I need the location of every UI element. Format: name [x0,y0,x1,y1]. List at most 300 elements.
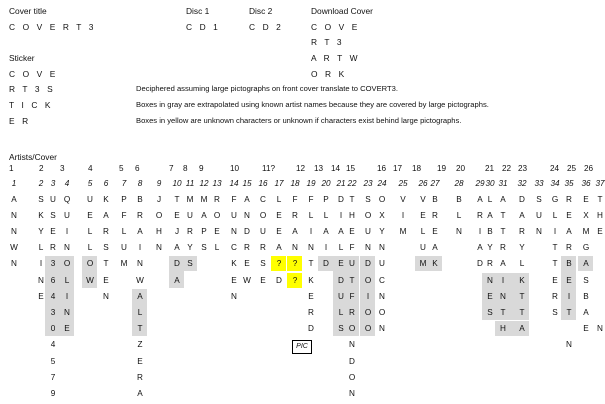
column-index: 5 [87,179,93,188]
letter-cell: E [276,211,282,220]
letter-cell: P [323,195,329,204]
letter-cell: W [86,276,94,285]
letter-cell: 0 [50,324,56,333]
letter-cell: N [379,324,385,333]
letter-cell: Y [487,243,493,252]
letter-cell: T [597,195,603,204]
letter-cell: N [11,259,17,268]
letter-cell: N [308,243,314,252]
letter-cell: A [323,227,329,236]
letter-cell: M [419,259,427,268]
letter-cell: E [260,276,266,285]
letter-cell: I [567,292,571,301]
column-index: 35 [564,179,574,188]
letter-cell: D [308,324,314,333]
letter-cell: M [200,195,208,204]
letter-cell: R [552,292,558,301]
letter-cell: X [583,211,589,220]
letter-cell: F [292,195,298,204]
note-deciphered: Deciphered assuming large pictographs on front cover translate to COVERT3. [136,84,398,93]
letter-cell: Y [38,227,44,236]
column-number: 15 [346,164,356,173]
letter-cell: I [39,259,43,268]
letter-cell: R [292,211,298,220]
letter-cell: I [553,227,557,236]
letter-cell: S [103,243,109,252]
column-number: 21 [485,164,495,173]
download-line-4: O R K [311,69,347,79]
letter-cell: N [456,227,462,236]
letter-cell: R [500,243,506,252]
column-index: 7 [121,179,127,188]
letter-cell: I [478,227,482,236]
letter-cell: S [583,276,589,285]
letter-cell: A [432,243,438,252]
letter-cell: F [121,211,127,220]
letter-cell: O [364,211,372,220]
column-number: 17 [393,164,403,173]
letter-cell: T [500,308,506,317]
column-number: 1 [9,164,14,173]
letter-cell: E [583,195,589,204]
letter-cell: M [399,227,407,236]
column-index: 34 [550,179,560,188]
column-number: 25 [567,164,577,173]
letter-cell: Y [187,243,193,252]
letter-cell: K [103,195,109,204]
letter-cell: E [308,292,314,301]
letter-cell: B [137,195,143,204]
letter-cell: ? [292,276,298,285]
artists-cover-label: Artists/Cover [9,152,57,162]
letter-cell: N [64,308,70,317]
column-index: 12 [199,179,209,188]
letter-cell: L [38,243,44,252]
letter-cell: N [11,211,17,220]
letter-cell: U [349,259,355,268]
column-index: 11 [185,179,195,188]
letter-cell: E [38,292,44,301]
letter-cell: A [477,243,483,252]
letter-cell: R [187,227,193,236]
letter-cell: R [214,195,220,204]
letter-cell: H [500,324,506,333]
letter-cell: K [308,276,314,285]
column-index: 10 [172,179,182,188]
cover-title-label: Cover title [9,6,47,16]
letter-cell: L [338,308,344,317]
letter-cell: D [519,195,525,204]
letter-cell: R [487,259,493,268]
letter-cell: L [214,243,220,252]
column-index: 24 [377,179,387,188]
letter-cell: R [349,308,355,317]
letter-cell: R [566,195,572,204]
letter-cell: T [519,308,525,317]
download-line-1: C O V E [311,22,360,32]
letter-cell: X [379,211,385,220]
letter-cell: E [214,227,220,236]
column-index: 20 [321,179,331,188]
letter-cell: L [338,243,344,252]
letter-cell: N [11,227,17,236]
letter-cell: K [231,259,237,268]
disc1-value: C D 1 [186,22,221,32]
column-index: 26 [418,179,428,188]
letter-cell: O [155,211,163,220]
letter-cell: D [174,259,180,268]
letter-cell: S [487,308,493,317]
letter-cell: N [137,259,143,268]
letter-cell: E [349,227,355,236]
letter-cell: R [260,243,266,252]
letter-cell: I [65,227,69,236]
letter-cell: A [11,195,17,204]
letter-cell: A [174,276,180,285]
letter-cell: 6 [50,276,56,285]
column-number: 14 [331,164,341,173]
letter-cell: T [552,243,558,252]
column-index: 13 [212,179,222,188]
letter-cell: L [87,227,93,236]
letter-cell: U [87,195,93,204]
column-index: 28 [454,179,464,188]
letter-cell: L [121,227,127,236]
letter-cell: R [103,227,109,236]
letter-cell: B [456,195,462,204]
column-number: 3 [60,164,65,173]
letter-cell: F [349,292,355,301]
letter-cell: D [276,276,282,285]
letter-cell: D [365,259,371,268]
letter-cell: E [338,259,344,268]
letter-cell: E [566,276,572,285]
letter-cell: A [566,227,572,236]
column-number: 16 [377,164,387,173]
letter-cell: W [243,276,251,285]
note-yellow-boxes: Boxes in yellow are unknown characters or unknown if characters exist behind large pictographs. [136,116,462,125]
letter-cell: R [137,373,143,382]
letter-cell: W [136,276,144,285]
column-number: 12 [296,164,306,173]
letter-cell: D [338,195,344,204]
column-index: 21 [336,179,346,188]
letter-cell: T [349,195,355,204]
disc2-label: Disc 2 [249,6,273,16]
column-index: 19 [306,179,316,188]
letter-cell: J [156,195,162,204]
letter-cell: U [365,227,371,236]
column-index: 8 [137,179,143,188]
letter-cell: 5 [50,357,56,366]
column-index: 25 [398,179,408,188]
letter-cell: I [401,211,405,220]
disc2-value: C D 2 [249,22,284,32]
letter-cell: E [244,259,250,268]
letter-cell: S [552,308,558,317]
column-index: 37 [595,179,605,188]
letter-cell: M [582,227,590,236]
letter-cell: H [156,227,162,236]
column-index: 2 [38,179,44,188]
letter-cell: W [10,243,18,252]
column-number: 11? [262,164,276,173]
letter-cell: E [50,227,56,236]
letter-cell: L [456,211,462,220]
letter-cell: A [338,227,344,236]
column-number: 7 [169,164,174,173]
letter-cell: S [201,243,207,252]
letter-cell: L [420,227,426,236]
letter-cell: B [487,227,493,236]
column-number: 2 [39,164,44,173]
letter-cell: A [500,195,506,204]
letter-cell: O [63,259,71,268]
letter-cell: I [366,292,370,301]
column-number: 20 [456,164,466,173]
letter-cell: F [231,195,237,204]
sticker-label: Sticker [9,53,35,63]
letter-cell: L [487,195,493,204]
letter-cell: I [324,243,328,252]
letter-cell: T [552,259,558,268]
letter-cell: L [552,211,558,220]
letter-cell: L [64,276,70,285]
column-number: 22 [502,164,512,173]
letter-cell: S [338,324,344,333]
letter-cell: T [349,276,355,285]
letter-cell: R [477,211,483,220]
letter-cell: ? [292,259,298,268]
letter-cell: B [432,195,438,204]
column-index: 4 [64,179,70,188]
letter-cell: A [477,195,483,204]
letter-cell: T [519,292,525,301]
letter-cell: E [566,211,572,220]
letter-cell: N [349,389,355,398]
letter-cell: A [519,211,525,220]
letter-cell: R [519,227,525,236]
letter-cell: N [500,292,506,301]
letter-cell: 9 [50,389,56,398]
letter-cell: E [487,292,493,301]
sticker-line-1: C O V E [9,69,58,79]
letter-cell: N [64,243,70,252]
letter-cell: M [186,195,194,204]
letter-cell: U [64,211,70,220]
letter-cell: G [551,195,559,204]
letter-cell: O [378,308,386,317]
letter-cell: 3 [50,308,56,317]
pic-box: PIC [292,340,312,354]
letter-cell: A [500,259,506,268]
letter-cell: T [103,259,109,268]
letter-cell: F [349,243,355,252]
letter-cell: B [566,259,572,268]
column-index: 30 [485,179,495,188]
letter-cell: U [420,243,426,252]
letter-cell: Q [63,195,71,204]
letter-cell: A [292,227,298,236]
letter-cell: T [500,227,506,236]
letter-cell: L [276,195,282,204]
letter-cell: D [323,259,329,268]
letter-cell: S [187,259,193,268]
letter-cell: A [137,389,143,398]
sticker-line-4: E R [9,116,31,126]
letter-cell: S [536,195,542,204]
letter-cell: 3 [50,259,56,268]
letter-cell: R [432,211,438,220]
letter-cell: N [379,243,385,252]
letter-cell: N [244,211,250,220]
letter-cell: N [292,243,298,252]
letter-cell: L [137,308,143,317]
cover-title-value: C O V E R T 3 [9,22,97,32]
letter-cell: T [566,308,572,317]
letter-cell: D [244,227,250,236]
letter-cell: Y [519,243,525,252]
letter-cell: U [231,211,237,220]
letter-cell: E [583,324,589,333]
column-index: 23 [363,179,373,188]
letter-cell: I [138,243,142,252]
letter-cell: N [103,292,109,301]
column-number: 8 [183,164,188,173]
column-number: 4 [88,164,93,173]
letter-cell: N [231,292,237,301]
letter-cell: A [583,308,589,317]
letter-cell: T [137,324,143,333]
column-number: 6 [135,164,140,173]
letter-cell: Y [379,227,385,236]
letter-cell: D [477,259,483,268]
letter-cell: S [38,195,44,204]
sticker-line-3: T I C K [9,100,54,110]
letter-cell: F [308,195,314,204]
letter-cell: E [276,227,282,236]
letter-cell: H [597,211,603,220]
letter-cell: O [213,211,221,220]
letter-cell: N [349,340,355,349]
column-index: 18 [290,179,300,188]
letter-cell: S [50,211,56,220]
letter-cell: N [566,340,572,349]
letter-cell: N [536,227,542,236]
column-index: 36 [581,179,591,188]
letter-cell: N [379,292,385,301]
column-index: 3 [50,179,56,188]
letter-cell: U [50,195,56,204]
letter-cell: I [501,276,505,285]
column-number: 18 [412,164,422,173]
letter-cell: A [103,211,109,220]
letter-cell: O [364,276,372,285]
letter-cell: H [349,211,355,220]
letter-cell: E [420,211,426,220]
letter-cell: A [487,211,493,220]
column-number: 26 [584,164,594,173]
column-index: 15 [242,179,252,188]
column-index: 27 [430,179,440,188]
letter-cell: P [201,227,207,236]
letter-cell: O [259,211,267,220]
letter-cell: U [121,243,127,252]
letter-cell: O [348,373,356,382]
letter-cell: E [87,211,93,220]
letter-cell: C [260,195,266,204]
letter-cell: L [308,211,314,220]
sticker-line-2: R T 3 S [9,84,56,94]
column-index: 33 [534,179,544,188]
column-index: 31 [498,179,508,188]
letter-cell: G [582,243,590,252]
letter-cell: A [583,259,589,268]
column-index: 16 [258,179,268,188]
letter-cell: N [38,276,44,285]
letter-cell: O [348,324,356,333]
letter-cell: K [519,276,525,285]
letter-cell: A [519,324,525,333]
letter-cell: A [137,292,143,301]
letter-cell: J [174,227,180,236]
letter-cell: C [379,276,385,285]
column-number: 24 [550,164,560,173]
column-number: 9 [199,164,204,173]
letter-cell: L [323,211,329,220]
column-index: 9 [156,179,162,188]
letter-cell: I [339,211,343,220]
column-index: 6 [103,179,109,188]
letter-cell: A [276,243,282,252]
column-index: 32 [517,179,527,188]
letter-cell: Z [137,340,143,349]
letter-cell: U [379,259,385,268]
letter-cell: K [38,211,44,220]
letter-cell: E [174,211,180,220]
letter-cell: R [566,243,572,252]
letter-cell: O [378,195,386,204]
letter-cell: U [260,227,266,236]
letter-cell: O [86,259,94,268]
letter-cell: C [231,243,237,252]
letter-cell: L [519,259,525,268]
letter-cell: E [552,276,558,285]
letter-cell: N [156,243,162,252]
letter-cell: V [420,195,426,204]
letter-cell: M [120,259,128,268]
letter-cell: N [597,324,603,333]
column-number: 23 [518,164,528,173]
column-index: 14 [229,179,239,188]
letter-cell: V [400,195,406,204]
letter-cell: R [50,243,56,252]
letter-cell: D [338,276,344,285]
letter-cell: N [365,243,371,252]
letter-cell: U [338,292,344,301]
letter-cell: N [487,276,493,285]
letter-cell: R [137,211,143,220]
letter-cell: R [244,243,250,252]
letter-cell: O [364,324,372,333]
letter-cell: 7 [50,373,56,382]
download-cover-label: Download Cover [311,6,373,16]
letter-cell: S [365,195,371,204]
letter-cell: D [349,357,355,366]
column-number: 5 [119,164,124,173]
letter-cell: R [308,308,314,317]
letter-cell: I [309,227,313,236]
